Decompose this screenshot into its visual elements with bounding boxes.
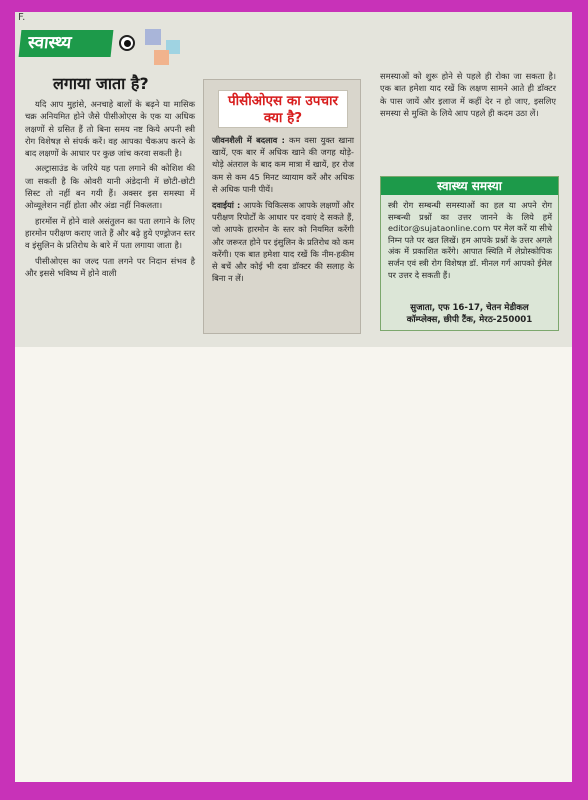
health-problem-title: स्वास्थ्य समस्या (381, 177, 558, 195)
article-clipping (15, 12, 572, 347)
decor-square-icon (154, 50, 169, 65)
treatment-box-body (212, 134, 354, 288)
treatment-box-title: पीसीओएस का उपचार क्या है? (218, 90, 348, 128)
section-label: स्वास्थ्य (19, 30, 114, 57)
magazine-page (15, 12, 572, 782)
medicine-lead: दवाईयां : (212, 200, 241, 211)
column1-text (25, 98, 195, 282)
address-line: सुजाता, एफ 16-17, चेतन मेडीकल (410, 303, 529, 313)
postal-address (381, 302, 558, 326)
health-problem-box (380, 176, 559, 331)
address-line: कॉम्प्लेक्स, छीपी टैंक, मेरठ-250001 (406, 315, 533, 325)
paragraph: समस्याओं को शुरू होने से पहले ही रोका जा सकता है। एक बात हमेशा याद रखें कि लक्षण सामने आते ही डॉक्टर के पास जायें और इलाज में कहीं देर न हो जाए, इसलिए समस्या से मुक्ति के लिये आप पहले ही कदम उठा लें। (380, 71, 556, 118)
health-problem-text: स्त्री रोग सम्बन्धी समस्याओं का हल या अपने रोग सम्बन्धी प्रश्नों का उत्तर जानने के लिये हमें editor@sujataonline.com पर मेल करें या सीधे निम्न पते पर खत लिखें। हम आपके प्रश्नों के उत्तर अगले अंक में प्रकाशित करेंगे। आपात स्थिति में लेप्रोस्कोपिक सर्जन एवं स्त्री रोग विशेषज्ञ डॉ. मीनल गर्ग आपको ईमेल पर उत्तर दे सकती हैं। (388, 200, 552, 280)
column1-heading: लगाया जाता है? (53, 74, 149, 93)
eye-icon (119, 35, 135, 51)
corner-mark: F. (18, 12, 26, 23)
column3-text (380, 70, 556, 122)
paragraph: हारमोंस में होने वाले असंतुलन का पता लगाने के लिए हारमोन परीक्षण कराए जाते हैं और बढ़े हुये एण्ड्रोजन स्तर व इंसुलिन के प्रतिरोध के बारे में पता लगाया जाता है। (25, 215, 195, 251)
decor-square-icon (145, 29, 161, 45)
treatment-box (203, 79, 361, 334)
paragraph: पीसीओएस का जल्द पता लगने पर निदान संभव है और इससे भविष्य में होने वाली (25, 255, 195, 278)
lifestyle-text: कम वसा युक्त खाना खायें, एक बार में अधिक खाने की जगह थोड़े-थोड़े अंतराल के बाद कम मात्रा में खायें, हर रोज कम से कम 45 मिनट व्यायाम करें और अधिक से अधिक पानी पीयें। (212, 135, 355, 194)
lifestyle-lead: जीवनशैली में बदलाव : (212, 135, 285, 145)
paragraph: अल्ट्रासाउंड के जरिये यह पता लगाने की कोशिश की जा सकती है कि ओवरी यानी अंडेदानी में छोटी-छोटी सिस्ट तो नहीं बन गयी हैं। अक्सर इस समस्या में ओव्यूलेशन नहीं होता और अंडा नहीं निकलता। (25, 163, 195, 211)
paragraph (212, 134, 354, 195)
paragraph: यदि आप मुहांसे, अनचाहे बालों के बढ़ने या मासिक चक्र अनियमित होने जैसे पीसीओएस के एक या अधिक लक्षणों से ग्रसित हैं तो बिना समय नष्ट किये अपनी स्त्री रोग विशेषज्ञ से संपर्क करें। वह आपका चैकअप करने के बाद लक्षणों के आधार पर कुछ जांच करवा सकती है। (25, 99, 195, 159)
medicine-text: आपके चिकित्सक आपके लक्षणों और परीक्षण रिपोर्टों के आधार पर दवाएं दे सकते हैं, जो आपके हारमोन के स्तर को नियमित करेंगी और जरूरत होने पर इंसुलिन के प्रतिरोध को कम करेंगी। एक बात हमेशा याद रखें कि नीम-हकीम से बचें और कोई भी दवा डॉक्टर की सलाह के बिना न लें। (212, 200, 354, 284)
paragraph (212, 199, 354, 284)
